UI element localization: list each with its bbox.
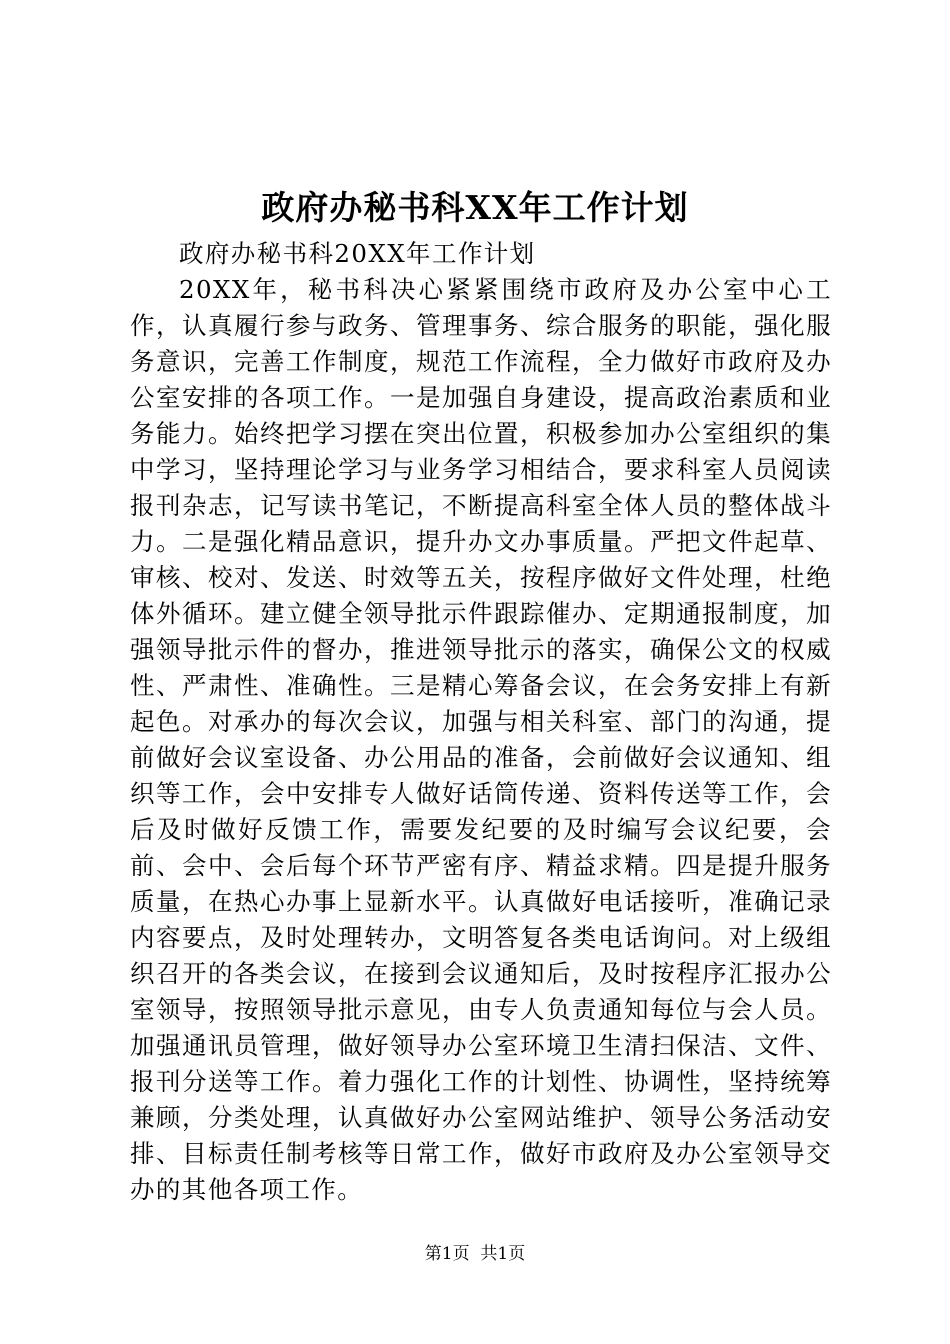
document-title: 政府办秘书科XX年工作计划: [261, 188, 689, 227]
document-subtitle: 政府办秘书科20XX年工作计划: [179, 239, 536, 268]
document-body: [130, 236, 832, 1208]
body-paragraph: 20XX年，秘书科决心紧紧围绕市政府及办公室中心工作，认真履行参与政务、管理事务、综合服务的职能，强化服务意识，完善工作制度，规范工作流程，全力做好市政府及办公室安排的各项工作。一是加强自身建设，提高政治素质和业务能力。始终把学习摆在突出位置，积极参加办公室组织的集中学习，坚持理论学习与业务学习相结合，要求科室人员阅读报刊杂志，记写读书笔记，不断提高科室全体人员的整体战斗力。二是强化精品意识，提升办文办事质量。严把文件起草、审核、校对、发送、时效等五关，按程序做好文件处理，杜绝体外循环。建立健全领导批示件跟踪催办、定期通报制度，加强领导批示件的督办，推进领导批示的落实，确保公文的权威性、严肃性、准确性。三是精心筹备会议，在会务安排上有新起色。对承办的每次会议，加强与相关科室、部门的沟通，提前做好会议室设备、办公用品的准备，会前做好会议通知、组织等工作，会中安排专人做好话筒传递、资料传送等工作，会后及时做好反馈工作，需要发纪要的及时编写会议纪要，会前、会中、会后每个环节严密有序、精益求精。四是提升服务质量，在热心办事上显新水平。认真做好电话接听，准确记录内容要点，及时处理转办，文明答复各类电话询问。对上级组织召开的各类会议，在接到会议通知后，及时按程序汇报办公室领导，按照领导批示意见，由专人负责通知每位与会人员。加强通讯员管理，做好领导办公室环境卫生清扫保洁、文件、报刊分送等工作。着力强化工作的计划性、协调性，坚持统筹兼顾，分类处理，认真做好办公室网站维护、领导公务活动安排、目标责任制考核等日常工作，做好市政府及办公室领导交办的其他各项工作。: [130, 275, 832, 1204]
page-number: 第1页 共1页: [424, 1244, 526, 1264]
